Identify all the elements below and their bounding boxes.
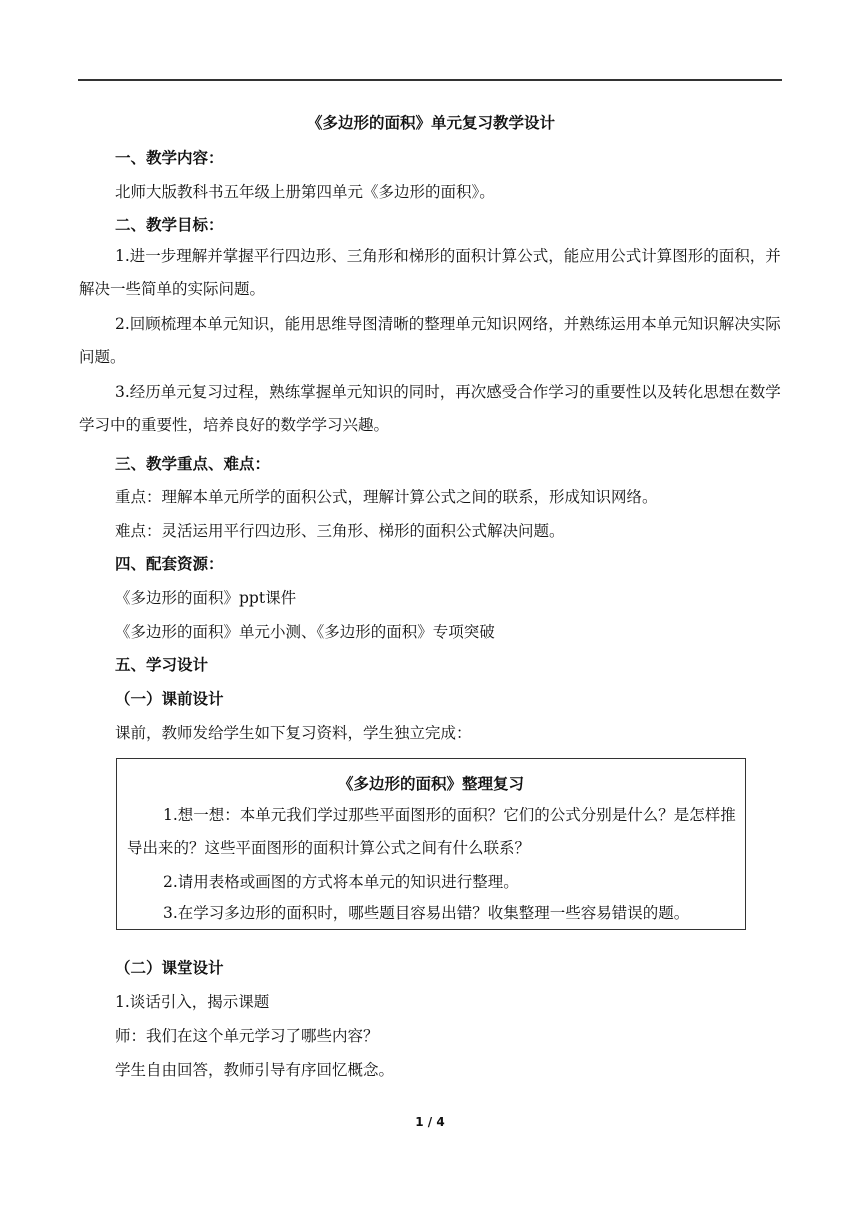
class-teacher-line: 师：我们在这个单元学习了哪些内容？ [115,1027,379,1045]
content-text: 北师大版教科书五年级上册第四单元《多边形的面积》。 [115,183,495,201]
review-question-3-text: 3.在学习多边形的面积时，哪些题目容易出错？收集整理一些容易错误的题。 [163,904,690,922]
goal-1-text: 1.进一步理解并掌握平行四边形、三角形和梯形的面积计算公式，能应用公式计算图形的面积，并解决一些简单的实际问题。 [79,247,781,298]
goal-2-text: 2.回顾梳理本单元知识，能用思维导图清晰的整理单元知识网络，并熟练运用本单元知识解决实际问题。 [79,315,781,366]
review-question-2 [127,866,737,899]
key-point: 重点：理解本单元所学的面积公式，理解计算公式之间的联系，形成知识网络。 [115,488,658,506]
heading-in-class: （二）课堂设计 [115,959,224,977]
review-question-3 [127,897,737,930]
class-step-1: 1.谈话引入，揭示课题 [115,993,270,1011]
heading-goals: 二、教学目标： [115,216,224,234]
review-question-1-text: 1.想一想：本单元我们学过那些平面图形的面积？它们的公式分别是什么？是怎样推导出来的？这些平面图形的面积计算公式之间有什么联系？ [127,806,736,857]
resource-1: 《多边形的面积》ppt课件 [115,589,297,607]
difficult-point: 难点：灵活运用平行四边形、三角形、梯形的面积公式解决问题。 [115,522,565,540]
goal-2 [79,308,783,374]
goal-1 [79,240,783,306]
goal-3 [79,376,783,442]
resource-2: 《多边形的面积》单元小测、《多边形的面积》专项突破 [115,623,495,641]
heading-pre-class: （一）课前设计 [115,690,224,708]
heading-content: 一、教学内容： [115,149,224,167]
header-rule [78,79,782,81]
class-student-line: 学生自由回答，教师引导有序回忆概念。 [115,1061,395,1079]
review-question-1 [127,799,737,865]
heading-design: 五、学习设计 [115,656,209,674]
review-question-2-text: 2.请用表格或画图的方式将本单元的知识进行整理。 [163,873,519,891]
goal-3-text: 3.经历单元复习过程，熟练掌握单元知识的同时，再次感受合作学习的重要性以及转化思想在数学学习中的重要性，培养良好的数学学习兴趣。 [79,383,781,434]
document-title: 《多边形的面积》单元复习教学设计 [306,114,555,132]
review-box-title: 《多边形的面积》整理复习 [337,775,524,793]
pre-class-text: 课前，教师发给学生如下复习资料，学生独立完成： [115,724,472,742]
page-number: 1 / 4 [415,1115,445,1129]
heading-key-points: 三、教学重点、难点： [115,455,271,473]
review-box [116,758,746,930]
heading-resources: 四、配套资源： [115,555,224,573]
